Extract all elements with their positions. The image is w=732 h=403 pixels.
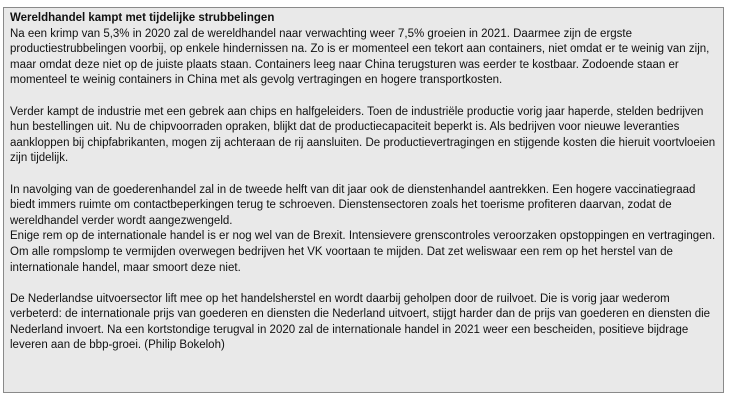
paragraph-gap (10, 276, 718, 292)
paragraph-brexit: Enige rem op de internationale handel is er nog wel van de Brexit. Intensievere grenscontroles veroorzaken opstoppingen en vertragingen. Om alle rompslomp te vermijden overwegen bedrijven het VK voortaan te mijden. Dat zet weliswaar een rem op het herstel van de internationale handel, maar smoort deze niet. (10, 230, 716, 274)
paragraph-gap (10, 89, 718, 105)
article-box (3, 7, 724, 393)
paragraph-containers: Na een krimp van 5,3% in 2020 zal de wereldhandel naar verwachting weer 7,5% groeien in 2021. Daarmee zijn de ergste productiestrubbelingen voorbij, op enkele hindernissen na. Zo is er momenteel een tekort aan containers, niet omdat er te weinig van zijn, maar omdat deze niet op de juiste plaats staan. Containers leeg naar China terugsturen was eerder te kostbaar. Zodoende staan er momenteel te weinig containers in China met als gevolg vertragingen en hogere transportkosten. (10, 27, 710, 87)
paragraph-chips: Verder kampt de industrie met een gebrek aan chips en halfgeleiders. Toen de industriële productie vorig jaar haperde, stelden bedrijven hun bestellingen uit. Nu de chipvoorraden opraken, blijkt dat de productiecapaciteit beperkt is. Als bedrijven voor nieuwe leveranties aankloppen bij chipfabrikanten, mogen zij achteraan de rij aansluiten. De productievertragingen en stijgende kosten die hieruit voortvloeien zijn tijdelijk. (10, 105, 716, 165)
paragraph-dutch-exports: De Nederlandse uitvoersector lift mee op het handelsherstel en wordt daarbij geholpen door de ruilvoet. Die is vorig jaar wederom verbeterd: de internationale prijs van goederen en diensten die Nederland uitvoert, stijgt harder dan de prijs van goederen en diensten die Nederland invoert. Na een kortstondige terugval in 2020 zal de internationale handel in 2021 weer een bescheiden, positieve bijdrage leveren aan de bbp-groei. (Philip Bokeloh) (10, 292, 711, 352)
paragraph-services: In navolging van de goederenhandel zal in de tweede helft van dit jaar ook de dienstenhandel aantrekken. Een hogere vaccinatiegraad biedt immers ruimte om contactbeperkingen terug te schroeven. Dienstensectoren zoals het toerisme profiteren daarvan, zodat de wereldhandel verder wordt aangezwengeld. (10, 183, 696, 227)
article-title: Wereldhandel kampt met tijdelijke strubbelingen (10, 12, 275, 24)
paragraph-gap (10, 167, 718, 183)
